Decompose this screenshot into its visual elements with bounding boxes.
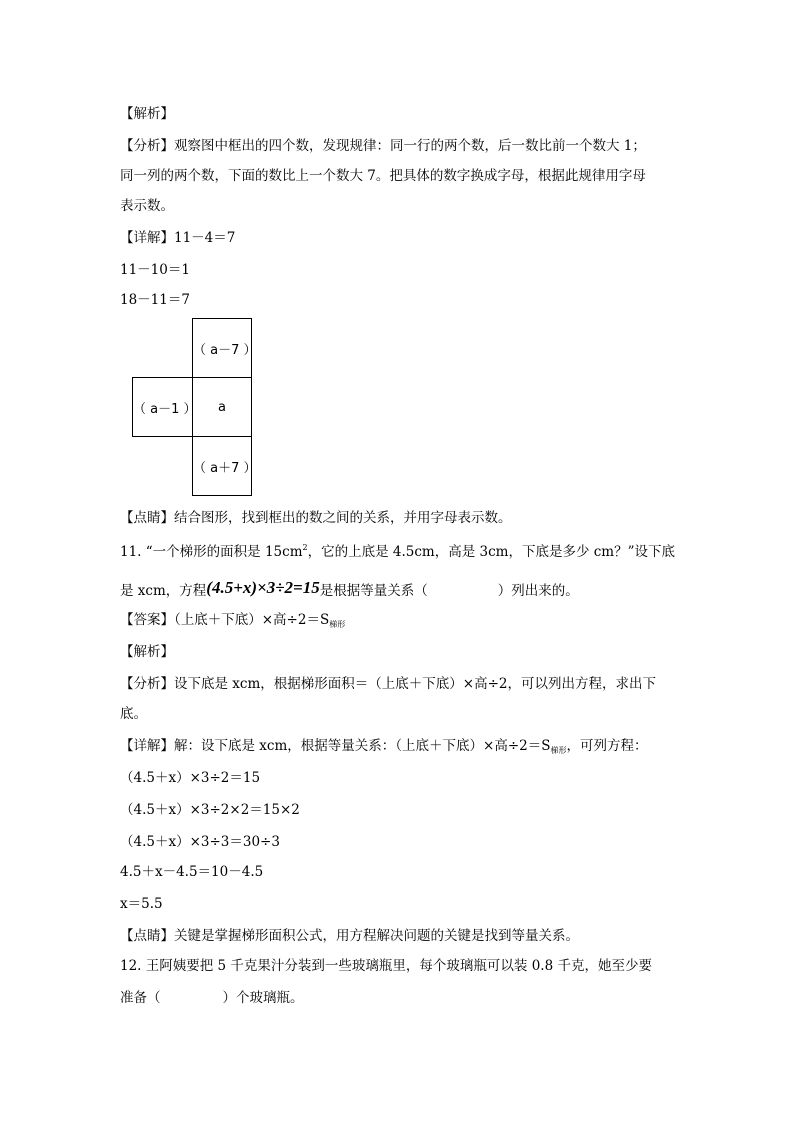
q11-line1-text-b: ，它的上底是 4.5cm，高是 3cm，下底是多少 cm？”设下底 (307, 544, 676, 560)
step-5: x＝5.5 (120, 896, 163, 912)
q12-line2-text-b: ）个玻璃瓶。 (222, 990, 304, 1006)
grid-cell-top: （ a－7 ） (192, 318, 252, 378)
step-4: 4.5＋x－4.5＝10－4.5 (120, 864, 264, 880)
equation-image: (4.5+x)×3÷2=15 (206, 578, 320, 597)
q11-line2-text-b: 是根据等量关系（ (319, 583, 428, 599)
grid-cell-bottom: （ a＋7 ） (192, 436, 252, 496)
q12-line1: 12. 王阿姨要把 5 千克果汁分装到一些玻璃瓶里，每个玻璃瓶可以装 0.8 千克，她至少要 (120, 958, 652, 974)
q11-jiexi: 【解析】 (120, 644, 174, 660)
q11-xiangjie-text-b: ，可列方程： (566, 738, 648, 754)
q11-line2-text-a: 是 xcm，方程 (120, 583, 207, 599)
q12-line2 (120, 988, 304, 1008)
subscript-tixing-2: 梯形 (550, 746, 567, 755)
calc-line-2: 18－11＝7 (120, 292, 190, 308)
number-grid (132, 318, 257, 498)
q11-answer (120, 610, 345, 635)
section1-fenxi-line1: 【分析】观察图中框出的四个数，发现规律：同一行的两个数，后一数比前一个数大 1； (120, 138, 646, 154)
section1-dianjing: 【点睛】结合图形，找到框出的数之间的关系，并用字母表示数。 (120, 510, 512, 526)
q11-line2-text-c: ）列出来的。 (497, 583, 579, 599)
q12-line2-text-a: 准备（ (120, 990, 161, 1006)
q11-xiangjie-text-a: 【详解】解：设下底是 xcm，根据等量关系：（上底＋下底）×高÷2＝S (120, 738, 551, 754)
calc-line-1: 11－10＝1 (120, 262, 190, 278)
section1-jiexi: 【解析】 (120, 106, 174, 122)
grid-cell-center: a (192, 377, 252, 437)
step-1: （4.5＋x）×3÷2＝15 (120, 770, 261, 786)
q11-fenxi-line2: 底。 (120, 706, 147, 722)
q11-dianjing: 【点睛】关键是掌握梯形面积公式，用方程解决问题的关键是找到等量关系。 (120, 928, 579, 944)
q11-line2 (120, 578, 579, 601)
subscript-tixing: 梯形 (329, 620, 346, 629)
step-2: （4.5＋x）×3÷2×2＝15×2 (120, 802, 300, 818)
q11-xiangjie (120, 736, 647, 761)
q11-answer-text: 【答案】（上底＋下底）×高÷2＝S (120, 612, 330, 628)
section1-xiangjie: 【详解】11－4＝7 (120, 230, 236, 246)
superscript-2: 2 (302, 543, 308, 552)
section1-fenxi-line2: 同一列的两个数，下面的数比上一个数大 7。把具体的数字换成字母，根据此规律用字母 (120, 168, 646, 184)
q11-line1 (120, 538, 675, 562)
step-3: （4.5＋x）×3÷3＝30÷3 (120, 834, 280, 850)
grid-cell-left: （ a－1 ） (132, 377, 193, 437)
q11-fenxi-line1: 【分析】设下底是 xcm，根据梯形面积＝（上底＋下底）×高÷2，可以列出方程，求出下 (120, 676, 656, 692)
q11-line1-text-a: 11. “一个梯形的面积是 15cm (120, 544, 303, 560)
section1-fenxi-line3: 表示数。 (120, 198, 174, 214)
